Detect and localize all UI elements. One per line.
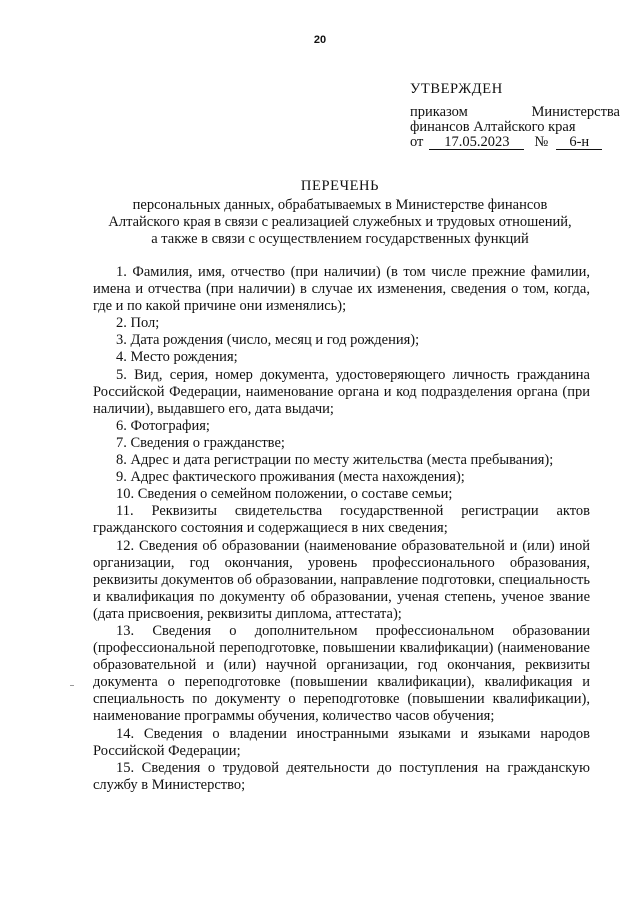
approval-line-ministry: финансов Алтайского края bbox=[410, 119, 576, 135]
approval-title: УТВЕРЖДЕН bbox=[410, 81, 503, 97]
document-subtitle-line-1: персональных данных, обрабатываемых в Министерстве финансов bbox=[132, 197, 548, 213]
list-item: 5. Вид, серия, номер документа, удостоверяющего личность гражданина Российской Федерации, наименование органа и код подразделения органа (при наличии), выдавшего его, дата выдачи; bbox=[93, 366, 590, 417]
list-item: 3. Дата рождения (число, месяц и год рождения); bbox=[116, 332, 420, 349]
approval-date: 17.05.2023 bbox=[429, 135, 524, 150]
document-heading bbox=[90, 178, 590, 248]
list-item: 12. Сведения об образовании (наименование образовательной и (или) иной организации, год окончания, уровень профессионального образования, реквизиты документов об образовании, направление подготовки, специальность и квалификация по документу об образовании, ученая степень, ученое звание (дата присвоения, реквизиты диплома, аттестата); bbox=[93, 537, 590, 622]
approval-line-order bbox=[410, 105, 620, 120]
list-item: 9. Адрес фактического проживания (места нахождения); bbox=[116, 469, 465, 486]
page-number: 20 bbox=[313, 34, 327, 46]
list-item: 11. Реквизиты свидетельства государственной регистрации актов гражданского состояния и содержащиеся в них сведения; bbox=[93, 503, 590, 537]
approval-order-word: приказом bbox=[410, 104, 468, 120]
list-item: 15. Сведения о трудовой деятельности до поступления на гражданскую службу в Министерство; bbox=[93, 759, 590, 793]
list-item: 13. Сведения о дополнительном профессиональном образовании (профессиональной переподготовке, повышении квалификации) (наименование образовательной и (или) научной организации, год окончания, реквизиты документа о переподготовке (повышении квалификации), квалификация и специальность по документу о переподготовке (повышении квалификации), наименование программы обучения, количество часов обучения; bbox=[93, 622, 590, 725]
document-subtitle-line-2: Алтайского края в связи с реализацией служебных и трудовых отношений, bbox=[108, 214, 572, 230]
list-item: 8. Адрес и дата регистрации по месту жительства (места пребывания); bbox=[116, 452, 554, 469]
document-subtitle-line-3: а также в связи с осуществлением государственных функций bbox=[151, 231, 529, 247]
list-item: 4. Место рождения; bbox=[116, 349, 238, 366]
list-item: 1. Фамилия, имя, отчество (при наличии) (в том числе прежние фамилии, имена и отчества (при наличии) в случае их изменения, сведения о том, когда, где и по какой причине они изменялись); bbox=[93, 264, 590, 315]
list-item: 7. Сведения о гражданстве; bbox=[116, 434, 285, 451]
list-item: 14. Сведения о владении иностранными языками и языками народов Российской Федерации; bbox=[93, 725, 590, 759]
margin-mark bbox=[70, 685, 74, 686]
approval-line-date bbox=[410, 135, 620, 150]
list-item: 10. Сведения о семейном положении, о составе семьи; bbox=[116, 486, 453, 503]
document-title: ПЕРЕЧЕНЬ bbox=[300, 178, 380, 194]
items-list bbox=[93, 264, 590, 794]
approval-block bbox=[410, 82, 620, 150]
approval-number: 6-н bbox=[556, 135, 602, 150]
approval-ministry-word: Министерства bbox=[531, 104, 620, 120]
approval-from-word: от bbox=[410, 134, 424, 150]
approval-number-sign: № bbox=[534, 134, 549, 150]
list-item: 2. Пол; bbox=[116, 315, 160, 332]
list-item: 6. Фотография; bbox=[116, 417, 210, 434]
